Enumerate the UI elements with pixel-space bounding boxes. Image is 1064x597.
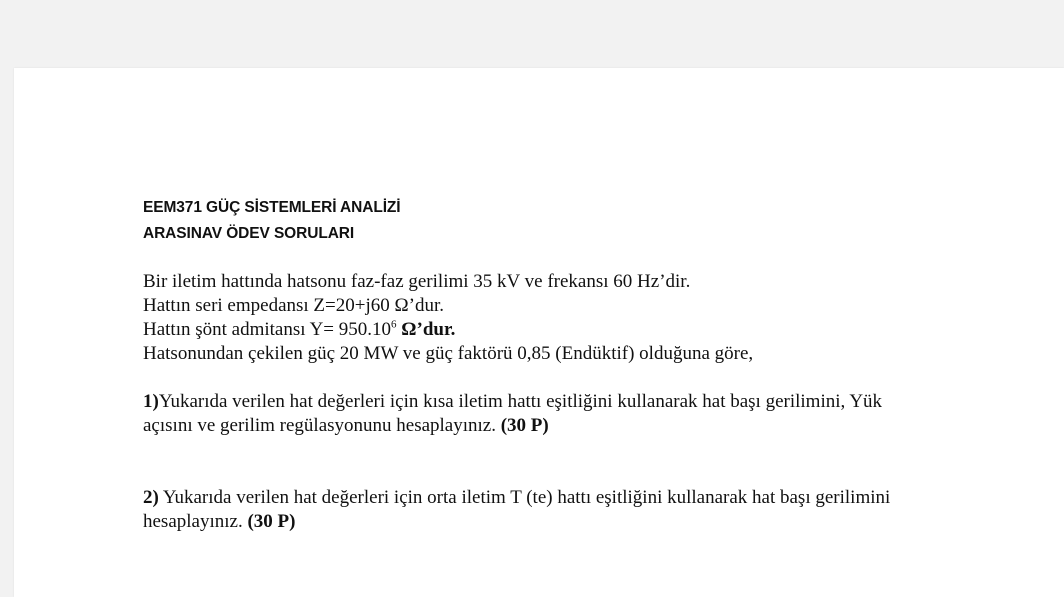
given-line-load-power: Hatsonundan çekilen güç 20 MW ve güç faktörü 0,85 (Endüktif) olduğuna göre,	[143, 343, 754, 364]
question-1-line-2	[143, 415, 549, 437]
question-2-line-1	[143, 487, 890, 509]
course-title: EEM371 GÜÇ SİSTEMLERİ ANALİZİ	[143, 199, 401, 216]
question-1-points: (30 P)	[500, 415, 549, 436]
given-line-voltage-frequency: Bir iletim hattında hatsonu faz-faz gerilimi 35 kV ve frekansı 60 Hz’dir.	[143, 271, 691, 292]
question-2-line-2	[143, 511, 295, 533]
question-1-text-2: açısını ve gerilim regülasyonunu hesaplayınız.	[143, 415, 501, 436]
admittance-exponent: 6	[391, 318, 397, 331]
question-2-points: (30 P)	[247, 511, 296, 532]
admittance-text: Hattın şönt admitansı Y= 950.10	[143, 319, 392, 340]
document-page	[14, 68, 1064, 597]
question-2-text-1: Yukarıda verilen hat değerleri için orta iletim T (te) hattı eşitliğini kullanarak hat başı gerilimini	[158, 487, 891, 508]
admittance-unit: Ω’dur.	[396, 319, 456, 340]
question-2-number: 2)	[143, 487, 159, 508]
question-1-text-1: Yukarıda verilen hat değerleri için kısa iletim hattı eşitliğini kullanarak hat başı gerilimini, Yük	[158, 391, 883, 412]
question-2-text-2: hesaplayınız.	[143, 511, 248, 532]
assignment-subtitle: ARASINAV ÖDEV SORULARI	[143, 225, 355, 242]
given-line-shunt-admittance	[143, 319, 455, 341]
question-1-number: 1)	[143, 391, 159, 412]
question-1-line-1	[143, 391, 882, 413]
given-line-series-impedance: Hattın seri empedansı Z=20+j60 Ω’dur.	[143, 295, 444, 316]
